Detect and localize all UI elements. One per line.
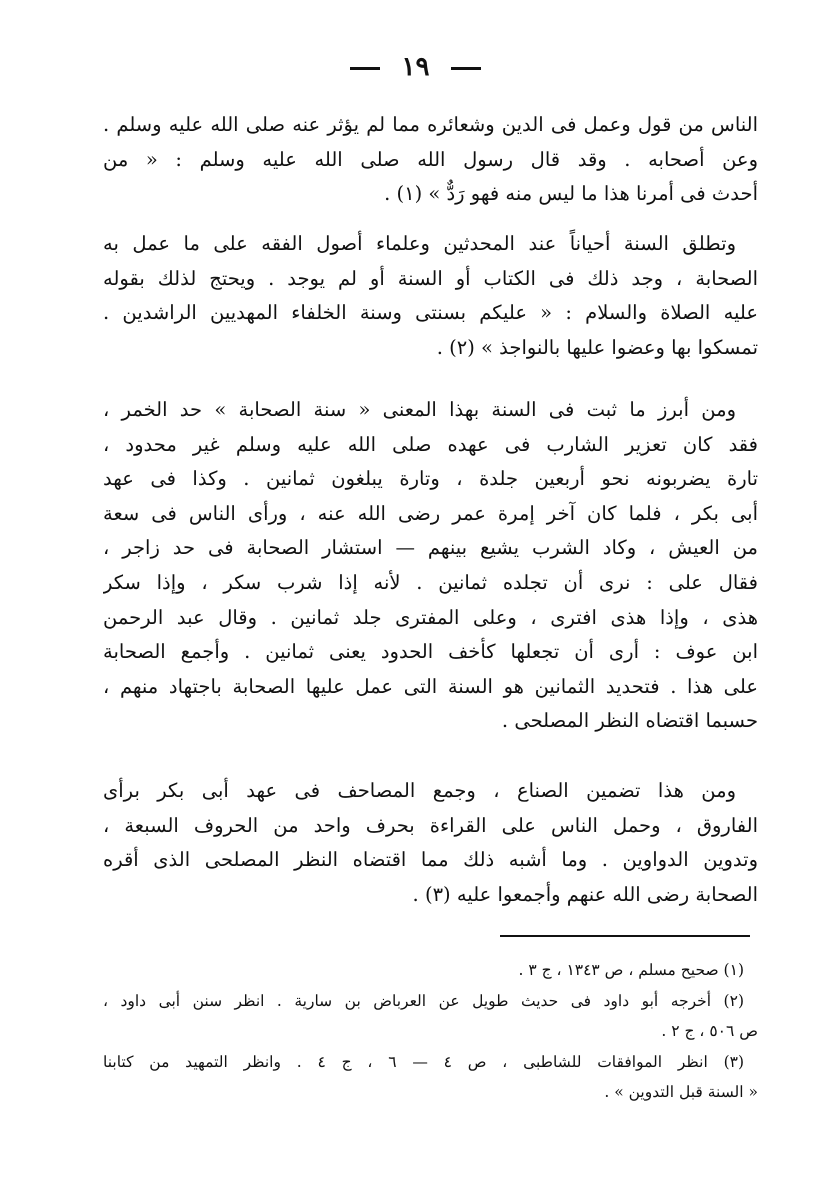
paragraph-line: الصحابة ، وجد ذلك فى الكتاب أو السنة أو لم يوجد . ويحتج لذلك بقوله	[103, 266, 758, 290]
paragraph-line: ابن عوف : أرى أن تجعلها كأخف الحدود يعنى ثمانين . وأجمع الصحابة	[103, 640, 758, 664]
footnote-line: (٣) انظر الموافقات للشاطبى ، ص ٤ — ٦ ، ج ٤ . وانظر التمهيد من كتابنا	[103, 1052, 745, 1071]
paragraph-line: فقد كان تعزير الشارب فى عهده صلى الله عليه وسلم غير محدود ،	[103, 432, 758, 456]
paragraph-line: أحدث فى أمرنا هذا ما ليس منه فهو رَدٌّ » (١) .	[384, 182, 758, 206]
page-number-dash-left	[350, 67, 380, 70]
paragraph-line: وعن أصحابه . وقد قال رسول الله صلى الله عليه وسلم : « من	[103, 147, 758, 171]
paragraph-line: تمسكوا بها وعضوا عليها بالنواجذ » (٢) .	[436, 335, 758, 359]
paragraph-line: الصحابة رضى الله عنهم وأجمعوا عليه (٣) .	[412, 882, 758, 906]
paragraph-line: وتدوين الدواوين . وما أشبه ذلك مما اقتضاه النظر المصلحى الذى أقره	[103, 848, 758, 872]
page-number	[0, 52, 831, 82]
paragraph-line: عليه الصلاة والسلام : « عليكم بسنتى وسنة الخلفاء المهديين الراشدين .	[103, 301, 758, 325]
page-number-dash-right	[451, 67, 481, 70]
footnote-line: « السنة قبل التدوين » .	[604, 1083, 758, 1101]
paragraph-line: على هذا . فتحديد الثمانين هو السنة التى عمل عليها الصحابة باجتهاد منهم ،	[103, 674, 758, 698]
paragraph-line: ومن أبرز ما ثبت فى السنة بهذا المعنى « سنة الصحابة » حد الخمر ،	[103, 398, 736, 421]
paragraph-line: الناس من قول وعمل فى الدين وشعائره مما لم يؤثر عنه صلى الله عليه وسلم .	[103, 113, 758, 136]
footnote-line: (٢) أخرجه أبو داود فى حديث طويل عن العرباض بن سارية . انظر سنن أبى داود ،	[103, 991, 744, 1010]
footnote-line: ص ٥٠٦ ، ج ٢ .	[661, 1022, 758, 1040]
paragraph-1	[103, 108, 758, 212]
paragraph-4	[103, 774, 758, 912]
paragraph-line: أبى بكر ، فلما كان آخر إمرة عمر رضى الله عنه ، ورأى الناس فى سعة	[103, 501, 758, 525]
paragraph-line: تارة يضربونه نحو أربعين جلدة ، وتارة يبلغون ثمانين . وكذا فى عهد	[103, 467, 758, 491]
paragraph-line: فقال على : نرى أن تجلده ثمانين . لأنه إذا شرب سكر ، وإذا سكر	[103, 570, 758, 594]
footnote-line: (١) صحيح مسلم ، ص ١٣٤٣ ، ج ٣ .	[518, 961, 744, 979]
page-number-text: ١٩	[401, 52, 430, 82]
paragraph-line: هذى ، وإذا هذى افترى ، وعلى المفترى جلد ثمانين . وقال عبد الرحمن	[103, 605, 758, 629]
paragraph-line: من العيش ، وكاد الشرب يشيع بينهم — استشار الصحابة فى حد زاجر ،	[103, 536, 758, 560]
footnote-separator	[500, 935, 750, 937]
paragraph-line: وتطلق السنة أحياناً عند المحدثين وعلماء أصول الفقه على ما عمل به	[103, 232, 736, 255]
paragraph-3	[103, 393, 758, 739]
paragraph-line: الفاروق ، وحمل الناس على القراءة بحرف واحد من الحروف السبعة ،	[103, 813, 758, 837]
paragraph-line: حسبما اقتضاه النظر المصلحى .	[501, 709, 758, 733]
paragraph-2	[103, 227, 758, 365]
paragraph-line: ومن هذا تضمين الصناع ، وجمع المصاحف فى عهد أبى بكر برأى	[103, 779, 736, 802]
footnotes	[103, 955, 758, 1108]
